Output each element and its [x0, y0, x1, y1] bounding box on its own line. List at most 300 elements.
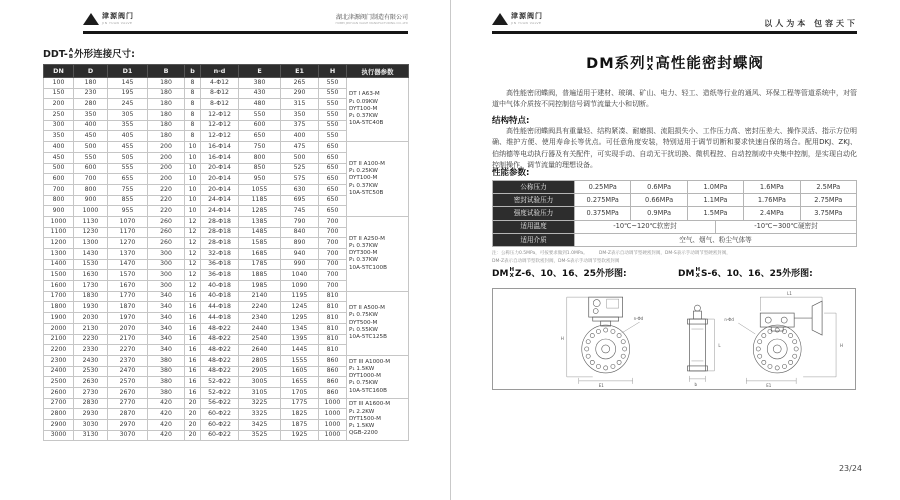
table-cell: 900: [74, 195, 108, 206]
table-cell: 650: [319, 184, 347, 195]
table-cell: 3130: [74, 430, 108, 441]
table-cell: 1400: [44, 259, 74, 270]
table-cell: 1470: [108, 259, 148, 270]
table-cell: 650: [319, 195, 347, 206]
table-cell: 380: [148, 387, 185, 398]
table-cell: 10: [185, 184, 201, 195]
table-cell: 2830: [74, 398, 108, 409]
dim-label-L: L: [718, 342, 721, 348]
table-cell: 420: [148, 409, 185, 420]
features-heading: 结构特点:: [492, 116, 530, 126]
table-cell: 420: [148, 420, 185, 431]
table-cell: 2340: [239, 313, 281, 324]
bolt-holes-label: n-Φd: [724, 317, 734, 323]
table-cell: 2900: [44, 420, 74, 431]
table-cell: 600: [74, 163, 108, 174]
table-cell: 16: [185, 291, 201, 302]
table-cell: 1000: [74, 206, 108, 217]
table-cell: 305: [108, 110, 148, 121]
product-title-suffix: 高性能密封蝶阀: [655, 56, 764, 72]
column-header: D: [74, 65, 108, 78]
diagram-heading-z: DM H X Z-6、10、16、25外形图:: [492, 266, 627, 279]
table-cell: 2430: [74, 355, 108, 366]
dimensions-table-body: [44, 78, 409, 441]
table-cell: 20-Φ14: [201, 184, 239, 195]
table-cell: 855: [108, 195, 148, 206]
table-cell: 24-Φ14: [201, 206, 239, 217]
table-cell: 8-Φ12: [201, 88, 239, 99]
params-row: [493, 233, 857, 246]
table-cell: 2500: [44, 377, 74, 388]
table-cell: 220: [148, 184, 185, 195]
table-cell: 1530: [74, 259, 108, 270]
table-cell: 1970: [108, 313, 148, 324]
params-row-label: 适用介质: [493, 233, 575, 246]
table-cell: 1295: [281, 313, 319, 324]
table-cell: 1230: [74, 227, 108, 238]
table-cell: 420: [148, 430, 185, 441]
table-cell: 350: [74, 110, 108, 121]
params-cell: 0.66MPa: [631, 194, 687, 207]
table-cell: 300: [148, 249, 185, 260]
table-cell: 12: [185, 259, 201, 270]
table-cell: 2230: [74, 334, 108, 345]
table-cell: 3425: [239, 420, 281, 431]
table-cell: 300: [44, 120, 74, 131]
table-cell: 340: [148, 302, 185, 313]
product-title-fraction: H X: [646, 54, 655, 72]
bolt-holes-label: n-Φd: [633, 316, 644, 322]
actuator-params-cell: DT III A1600-M P₁ 2.2KW DYT1500-M P₁ 1.5KW QGB-2200: [347, 398, 409, 441]
table-cell: 2440: [239, 323, 281, 334]
table-cell: 180: [148, 78, 185, 89]
logo-mountain-icon: [492, 13, 508, 25]
table-cell: 1605: [281, 366, 319, 377]
table-cell: 16: [185, 345, 201, 356]
outline-drawings: [493, 289, 855, 389]
table-cell: 2570: [108, 377, 148, 388]
table-cell: 550: [319, 78, 347, 89]
table-cell: 12: [185, 238, 201, 249]
table-cell: 450: [74, 131, 108, 142]
dimensions-table-header-row: [44, 65, 409, 78]
dims-title-suffix: 外形连接尺寸:: [74, 49, 135, 60]
dim-label-L1: L1: [787, 291, 792, 297]
table-cell: 2370: [108, 355, 148, 366]
table-cell: 315: [281, 99, 319, 110]
logo-mountain-icon: [83, 13, 99, 25]
table-cell: 1785: [239, 259, 281, 270]
table-cell: 260: [148, 227, 185, 238]
table-cell: 550: [319, 131, 347, 142]
table-cell: 890: [281, 238, 319, 249]
diagram-heading-fraction: H X: [695, 266, 701, 279]
table-cell: 48-Φ22: [201, 345, 239, 356]
table-cell: 1055: [239, 184, 281, 195]
bolt-ring: [585, 328, 627, 370]
table-cell: 10: [185, 142, 201, 153]
table-cell: 2270: [108, 345, 148, 356]
page-divider: [450, 0, 451, 500]
params-row-label: 密封试验压力: [493, 194, 575, 207]
params-cell: 2.75MPa: [800, 194, 856, 207]
table-cell: 430: [239, 88, 281, 99]
table-cell: 8-Φ12: [201, 99, 239, 110]
table-cell: 3000: [44, 430, 74, 441]
table-cell: 650: [239, 131, 281, 142]
table-cell: 1000: [44, 216, 74, 227]
table-cell: 2100: [44, 334, 74, 345]
table-cell: 380: [239, 78, 281, 89]
table-cell: 500: [281, 152, 319, 163]
table-cell: 16: [185, 302, 201, 313]
table-cell: 3105: [239, 387, 281, 398]
table-cell: 60-Φ22: [201, 409, 239, 420]
table-row: [44, 398, 409, 409]
table-cell: 36-Φ18: [201, 270, 239, 281]
table-cell: 8: [185, 99, 201, 110]
table-cell: 1685: [239, 249, 281, 260]
table-cell: 950: [239, 174, 281, 185]
table-cell: 1000: [319, 409, 347, 420]
table-cell: 2530: [74, 366, 108, 377]
table-cell: 1285: [239, 206, 281, 217]
table-cell: 16-Φ14: [201, 152, 239, 163]
params-cell: 1.0MPa: [687, 181, 743, 194]
table-cell: 340: [148, 323, 185, 334]
table-cell: 44-Φ18: [201, 302, 239, 313]
bolt-ring: [756, 328, 798, 370]
table-cell: 900: [44, 206, 74, 217]
params-heading: 性能参数:: [492, 168, 530, 178]
table-row: [44, 291, 409, 302]
table-cell: 2800: [44, 409, 74, 420]
table-cell: 400: [281, 131, 319, 142]
table-cell: 340: [148, 345, 185, 356]
page-right: [450, 0, 900, 500]
table-cell: 1700: [44, 291, 74, 302]
table-cell: 300: [148, 270, 185, 281]
table-cell: 200: [44, 99, 74, 110]
column-header: H: [319, 65, 347, 78]
table-cell: 1345: [281, 323, 319, 334]
table-cell: 52-Φ22: [201, 387, 239, 398]
table-cell: 10: [185, 206, 201, 217]
table-cell: 650: [319, 163, 347, 174]
table-cell: 2240: [239, 302, 281, 313]
table-cell: 1430: [74, 249, 108, 260]
params-row-label: 适用温度: [493, 220, 575, 233]
company-name: 湖北津源阀门制造有限公司: [335, 14, 408, 21]
table-cell: 550: [319, 110, 347, 121]
table-cell: 20: [185, 409, 201, 420]
table-cell: 48-Φ22: [201, 334, 239, 345]
table-cell: 375: [281, 120, 319, 131]
table-cell: 3030: [74, 420, 108, 431]
table-cell: 475: [281, 142, 319, 153]
dims-title-fraction: A B: [68, 47, 74, 60]
table-cell: 2030: [74, 313, 108, 324]
table-cell: 145: [108, 78, 148, 89]
table-cell: 1500: [44, 270, 74, 281]
column-header: B: [148, 65, 185, 78]
params-cell: 2.5MPa: [800, 181, 856, 194]
params-cell: 1.5MPa: [687, 207, 743, 220]
table-cell: 1985: [239, 281, 281, 292]
table-cell: 1655: [281, 377, 319, 388]
footnote-line-1: 注：公称压力0.5MPa，可按要求做到1.0MPa。 DM-Z表示自动调节型硬密封阀，DM-S表示手动调节型硬密封阀，: [492, 251, 731, 256]
table-cell: 4-Φ12: [201, 78, 239, 89]
table-cell: 1070: [108, 216, 148, 227]
table-cell: 2470: [108, 366, 148, 377]
table-cell: 340: [148, 334, 185, 345]
table-cell: 555: [108, 163, 148, 174]
table-cell: 3005: [239, 377, 281, 388]
table-cell: 245: [108, 99, 148, 110]
table-cell: 1000: [319, 420, 347, 431]
dim-label-E1: E1: [766, 382, 772, 388]
table-cell: 12: [185, 249, 201, 260]
table-cell: 1000: [319, 398, 347, 409]
params-row-label: 公称压力: [493, 181, 575, 194]
company-logo: [492, 13, 543, 25]
company-logo: [83, 13, 134, 25]
table-cell: 260: [148, 216, 185, 227]
table-cell: 810: [319, 302, 347, 313]
table-cell: 8: [185, 78, 201, 89]
table-cell: 2630: [74, 377, 108, 388]
actuator-params-cell: DT III A1000-M P₁ 1.5KW DYT1000-M P₁ 0.75KW 10A-5TC160B: [347, 355, 409, 398]
table-cell: 3070: [108, 430, 148, 441]
table-cell: 2000: [44, 323, 74, 334]
intro-paragraph: 高性能密闭蝶阀，普遍适用于建材、玻璃、矿山、电力、轻工、造纸等行业的通风、环保工程等管道系统中，对管道中气体介质按不同控制信号调节流量大小和切断。: [492, 89, 857, 109]
table-cell: 2130: [74, 323, 108, 334]
table-cell: 52-Φ22: [201, 377, 239, 388]
column-header: DN: [44, 65, 74, 78]
table-cell: 850: [239, 163, 281, 174]
table-cell: 20: [185, 398, 201, 409]
table-cell: 350: [44, 131, 74, 142]
table-cell: 600: [239, 120, 281, 131]
valve-side-view-drawing: [687, 305, 721, 387]
table-cell: 12-Φ12: [201, 110, 239, 121]
table-cell: 2330: [74, 345, 108, 356]
table-cell: 16: [185, 323, 201, 334]
table-cell: 60-Φ22: [201, 420, 239, 431]
table-cell: 32-Φ18: [201, 249, 239, 260]
table-cell: 12-Φ12: [201, 131, 239, 142]
table-cell: 810: [319, 334, 347, 345]
table-cell: 180: [148, 120, 185, 131]
table-cell: 10: [185, 174, 201, 185]
table-cell: 350: [281, 110, 319, 121]
table-cell: 200: [148, 152, 185, 163]
diagram-heading-s: DM H X S-6、10、16、25外形图:: [678, 266, 813, 279]
table-cell: 56-Φ22: [201, 398, 239, 409]
table-cell: 180: [74, 78, 108, 89]
table-cell: 655: [108, 174, 148, 185]
dim-label-b: b: [694, 381, 697, 387]
table-cell: 1670: [108, 281, 148, 292]
table-cell: 1825: [281, 409, 319, 420]
table-cell: 10: [185, 163, 201, 174]
table-cell: 280: [74, 99, 108, 110]
company-block: [336, 14, 408, 25]
table-cell: 36-Φ18: [201, 259, 239, 270]
table-cell: 840: [281, 227, 319, 238]
table-cell: 200: [148, 174, 185, 185]
table-cell: 265: [281, 78, 319, 89]
table-cell: 8: [185, 88, 201, 99]
params-row: [493, 194, 857, 207]
table-cell: 940: [281, 249, 319, 260]
dimensions-title: [43, 46, 135, 60]
table-cell: 400: [44, 142, 74, 153]
footnotes: [492, 250, 857, 266]
table-cell: 20: [185, 430, 201, 441]
table-cell: 500: [74, 142, 108, 153]
table-cell: 2730: [74, 387, 108, 398]
table-cell: 1270: [108, 238, 148, 249]
logo-text: 津源阀门: [511, 12, 543, 21]
table-cell: 40-Φ18: [201, 291, 239, 302]
table-cell: 28-Φ18: [201, 227, 239, 238]
table-cell: 2070: [108, 323, 148, 334]
table-cell: 700: [74, 174, 108, 185]
table-cell: 230: [74, 88, 108, 99]
column-header: 执行器参数: [347, 65, 409, 78]
params-row-label: 强度试验压力: [493, 207, 575, 220]
table-cell: 1800: [44, 302, 74, 313]
table-cell: 2770: [108, 398, 148, 409]
table-cell: 220: [148, 206, 185, 217]
table-cell: 180: [148, 110, 185, 121]
table-cell: 10: [185, 195, 201, 206]
table-cell: 1130: [74, 216, 108, 227]
table-cell: 505: [108, 152, 148, 163]
table-cell: 260: [148, 238, 185, 249]
table-cell: 200: [148, 142, 185, 153]
params-table: [492, 180, 857, 247]
table-cell: 3225: [239, 398, 281, 409]
table-cell: 1705: [281, 387, 319, 398]
table-cell: 2700: [44, 398, 74, 409]
table-cell: 180: [148, 88, 185, 99]
table-cell: 1900: [44, 313, 74, 324]
table-cell: 400: [74, 120, 108, 131]
table-cell: 44-Φ18: [201, 313, 239, 324]
table-cell: 150: [44, 88, 74, 99]
table-cell: 700: [319, 270, 347, 281]
table-cell: 2200: [44, 345, 74, 356]
table-cell: 1875: [281, 420, 319, 431]
params-table-body: [493, 181, 857, 247]
column-header: b: [185, 65, 201, 78]
table-cell: 550: [239, 110, 281, 121]
table-cell: 700: [319, 238, 347, 249]
page-number: 23/24: [838, 464, 862, 473]
table-cell: 1830: [74, 291, 108, 302]
table-cell: 8: [185, 120, 201, 131]
table-cell: 800: [74, 184, 108, 195]
table-cell: 16: [185, 377, 201, 388]
dim-label-H: H: [560, 335, 564, 341]
table-cell: 1195: [281, 291, 319, 302]
table-cell: 12: [185, 216, 201, 227]
table-cell: 550: [319, 88, 347, 99]
table-cell: 16: [185, 355, 201, 366]
table-cell: 16: [185, 387, 201, 398]
table-cell: 2540: [239, 334, 281, 345]
table-cell: 195: [108, 88, 148, 99]
table-cell: 2670: [108, 387, 148, 398]
footnote-line-2: DM-Z表示自动调节型软密封阀，DM-S表示手动调节型软密封阀: [492, 259, 620, 265]
table-cell: 750: [239, 142, 281, 153]
table-cell: 1000: [319, 430, 347, 441]
table-cell: 3325: [239, 409, 281, 420]
table-cell: 600: [44, 174, 74, 185]
table-cell: 2805: [239, 355, 281, 366]
params-cell: 2.4MPa: [744, 207, 800, 220]
table-cell: 1770: [108, 291, 148, 302]
logo-text: 津源阀门: [102, 12, 134, 21]
table-cell: 700: [319, 249, 347, 260]
table-cell: 860: [319, 377, 347, 388]
table-row: [44, 355, 409, 366]
table-cell: 450: [44, 152, 74, 163]
table-cell: 250: [44, 110, 74, 121]
dims-title-prefix: DDT-: [43, 49, 68, 60]
table-cell: 12: [185, 281, 201, 292]
table-cell: 700: [319, 281, 347, 292]
actuator-params-cell: DT I A63-M P₁ 0.09KW DYT100-M P₁ 0.37KW 10A-5TC40B: [347, 78, 409, 142]
table-cell: 1170: [108, 227, 148, 238]
table-cell: 420: [148, 398, 185, 409]
table-cell: 650: [319, 206, 347, 217]
table-cell: 2140: [239, 291, 281, 302]
table-cell: 2870: [108, 409, 148, 420]
table-cell: 1300: [44, 249, 74, 260]
table-cell: 990: [281, 259, 319, 270]
table-cell: 12: [185, 227, 201, 238]
table-cell: 1385: [239, 216, 281, 227]
table-cell: 1775: [281, 398, 319, 409]
params-cell: 0.9MPa: [631, 207, 687, 220]
table-cell: 180: [148, 131, 185, 142]
table-row: [44, 78, 409, 89]
table-cell: 380: [148, 355, 185, 366]
table-cell: 1870: [108, 302, 148, 313]
params-row: [493, 181, 857, 194]
table-cell: 16: [185, 366, 201, 377]
table-cell: 1200: [44, 238, 74, 249]
params-cell-split: -10℃~120℃软密封 -10℃~300℃硬密封: [575, 220, 857, 233]
table-cell: 290: [281, 88, 319, 99]
table-cell: 48-Φ22: [201, 355, 239, 366]
table-cell: 380: [148, 377, 185, 388]
table-cell: 48-Φ22: [201, 323, 239, 334]
logo-subtext: JIN YUAN VALVE: [511, 20, 542, 25]
table-cell: 860: [319, 387, 347, 398]
table-cell: 28-Φ18: [201, 216, 239, 227]
table-cell: 650: [319, 152, 347, 163]
table-cell: 695: [281, 195, 319, 206]
product-title-prefix: DM系列: [586, 56, 646, 72]
actuator-params-cell: DT II A250-M P₁ 0.37KW DYT300-M P₁ 0.37KW 10A-5TC100B: [347, 216, 409, 291]
table-cell: 2400: [44, 366, 74, 377]
table-cell: 1630: [74, 270, 108, 281]
table-cell: 340: [148, 313, 185, 324]
